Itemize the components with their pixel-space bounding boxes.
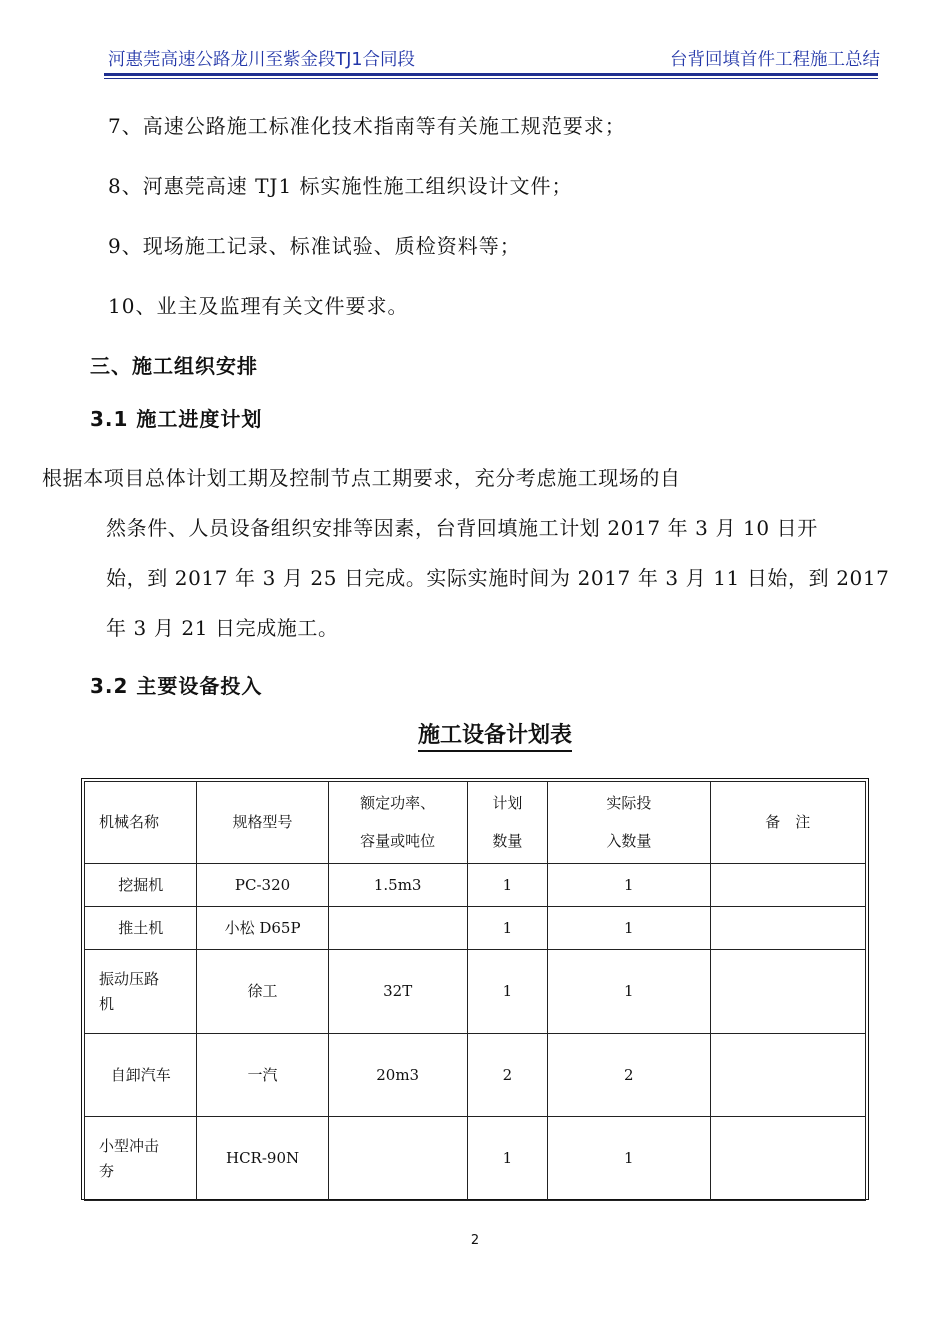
cell-plan: 1 [467, 864, 547, 907]
cell-remark [710, 864, 865, 907]
cell-power: 32T [328, 950, 467, 1034]
table-title: 施工设备计划表 [0, 718, 950, 749]
cell-model: HCR-90N [197, 1117, 328, 1201]
list-item: 8、河惠莞高速 TJ1 标实施性施工组织设计文件； [108, 174, 573, 198]
cell-name: 自卸汽车 [85, 1034, 197, 1117]
paragraph-line: 始，到 2017 年 3 月 25 日完成。实际实施时间为 2017 年 3 月 11 日始，到 2017 [106, 566, 890, 590]
header-document-title: 台背回填首件工程施工总结 [670, 50, 880, 70]
table-row [85, 950, 866, 1034]
section-heading: 三、施工组织安排 [90, 354, 258, 378]
header-divider [104, 73, 878, 76]
paragraph-line: 根据本项目总体计划工期及控制节点工期要求，充分考虑施工现场的自 [42, 466, 681, 490]
cell-name: 振动压路 机 [85, 950, 197, 1034]
header-plan: 计划 数量 [467, 782, 547, 864]
cell-plan: 1 [467, 1117, 547, 1201]
paragraph-line: 然条件、人员设备组织安排等因素，台背回填施工计划 2017 年 3 月 10 日开 [106, 516, 818, 540]
cell-name: 推土机 [85, 907, 197, 950]
cell-model: PC-320 [197, 864, 328, 907]
header-power: 额定功率、 容量或吨位 [328, 782, 467, 864]
cell-power: 1.5m3 [328, 864, 467, 907]
table-row [85, 1034, 866, 1117]
header-actual: 实际投 入数量 [548, 782, 710, 864]
cell-power [328, 907, 467, 950]
subsection-heading: 3.2 主要设备投入 [90, 674, 263, 698]
cell-actual: 1 [548, 950, 710, 1034]
cell-plan: 1 [467, 950, 547, 1034]
cell-actual: 1 [548, 864, 710, 907]
table-row [85, 864, 866, 907]
paragraph-line: 年 3 月 21 日完成施工。 [106, 616, 339, 640]
table-row [85, 1117, 866, 1201]
list-item: 9、现场施工记录、标准试验、质检资料等； [108, 234, 521, 258]
header-model: 规格型号 [197, 782, 328, 864]
cell-power [328, 1117, 467, 1201]
page-number: 2 [470, 1233, 480, 1248]
cell-model: 小松 D65P [197, 907, 328, 950]
list-item: 7、高速公路施工标准化技术指南等有关施工规范要求； [108, 114, 626, 138]
cell-plan: 2 [467, 1034, 547, 1117]
table-header-row [85, 782, 866, 864]
cell-actual: 1 [548, 1117, 710, 1201]
list-item: 10、业主及监理有关文件要求。 [108, 294, 409, 318]
cell-model: 徐工 [197, 950, 328, 1034]
cell-power: 20m3 [328, 1034, 467, 1117]
cell-name: 小型冲击 夯 [85, 1117, 197, 1201]
cell-plan: 1 [467, 907, 547, 950]
header-remark: 备 注 [710, 782, 865, 864]
subsection-heading: 3.1 施工进度计划 [90, 407, 263, 431]
header-divider-thin [104, 78, 878, 79]
header-project-name: 河惠莞高速公路龙川至紫金段TJ1合同段 [108, 50, 415, 70]
equipment-table [81, 778, 869, 1200]
cell-name: 挖掘机 [85, 864, 197, 907]
cell-actual: 2 [548, 1034, 710, 1117]
cell-model: 一汽 [197, 1034, 328, 1117]
cell-remark [710, 1117, 865, 1201]
cell-remark [710, 950, 865, 1034]
cell-actual: 1 [548, 907, 710, 950]
header-name: 机械名称 [85, 782, 197, 864]
table-row [85, 907, 866, 950]
cell-remark [710, 907, 865, 950]
cell-remark [710, 1034, 865, 1117]
